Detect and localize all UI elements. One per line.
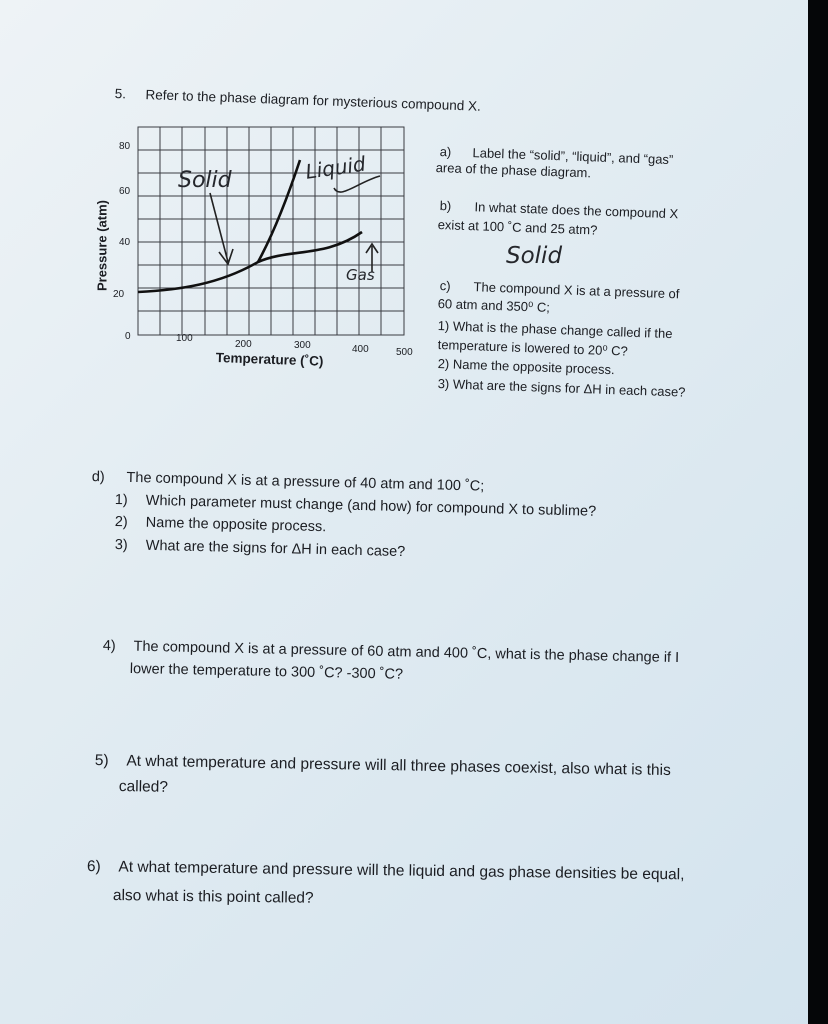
question-a-label: a) (439, 144, 452, 160)
question-c-part3: 3) What are the signs for ΔH in each case? (437, 376, 686, 400)
sub-number: 2) (114, 514, 128, 531)
question-c-line2: 60 atm and 350⁰ C; (437, 296, 551, 315)
handwritten-liquid-label: Liquid (304, 151, 368, 184)
x-tick-label: 200 (235, 339, 252, 350)
question-5b-line2: called? (118, 778, 169, 796)
handwritten-gas-label: Gas (346, 266, 375, 284)
question-c-line1: The compound X is at a pressure of (473, 279, 680, 302)
question-5b-number: 5) (94, 752, 109, 770)
question-4-number: 4) (102, 638, 116, 655)
question-number: 5. (114, 86, 127, 102)
handwritten-answer-b: Solid (506, 243, 563, 269)
question-d-line: The compound X is at a pressure of 40 atm and 100 ˚C; (126, 469, 485, 495)
y-tick-label: 80 (119, 141, 131, 152)
solid-arrow-line (210, 193, 228, 262)
question-d-label: d) (91, 469, 105, 486)
sub-number: 1) (114, 492, 128, 509)
sublimation-vaporization-curve (138, 232, 362, 292)
x-tick-label: 500 (396, 347, 413, 358)
x-axis-label: Temperature (˚C) (215, 350, 324, 369)
x-tick-label: 100 (176, 333, 193, 344)
question-c-part1a: 1) What is the phase change called if the (437, 318, 673, 342)
x-tick-label: 300 (294, 340, 311, 351)
question-5b-line1: At what temperature and pressure will all three phases coexist, also what is this (126, 752, 671, 780)
fusion-curve (258, 160, 300, 262)
sub-number: 3) (114, 537, 128, 554)
sub-text: Name the opposite process. (145, 514, 327, 536)
question-c-label: c) (439, 278, 451, 294)
y-axis-label: Pressure (atm) (94, 199, 110, 292)
x-tick-label: 400 (352, 344, 369, 355)
question-4-line1: The compound X is at a pressure of 60 atm and 400 ˚C, what is the phase change if I (133, 638, 680, 667)
question-6-line1: At what temperature and pressure will the liquid and gas phase densities be equal, (118, 858, 685, 884)
question-b-label: b) (439, 198, 452, 214)
question-a-line1: Label the “solid”, “liquid”, and “gas” (472, 145, 674, 168)
y-tick-label: 20 (113, 289, 125, 300)
question-c-part1b: temperature is lowered to 20⁰ C? (437, 337, 629, 359)
y-tick-label: 0 (125, 331, 131, 342)
question-4-line2: lower the temperature to 300 ˚C? -300 ˚C? (129, 661, 404, 683)
question-c-part2: 2) Name the opposite process. (437, 356, 615, 378)
question-6-number: 6) (86, 858, 101, 876)
question-6-line2: also what is this point called? (112, 887, 314, 907)
question-title: Refer to the phase diagram for mysterious compound X. (145, 87, 481, 114)
question-a-line2: area of the phase diagram. (435, 160, 592, 181)
y-tick-label: 40 (119, 237, 131, 248)
y-tick-label: 60 (119, 186, 131, 197)
handwritten-solid-label: Solid (178, 168, 232, 193)
question-b-line1: In what state does the compound X (474, 199, 679, 222)
question-b-line2: exist at 100 ˚C and 25 atm? (437, 217, 598, 238)
sub-text: What are the signs for ΔH in each case? (145, 537, 406, 561)
sub-text: Which parameter must change (and how) for compound X to sublime? (145, 492, 597, 520)
